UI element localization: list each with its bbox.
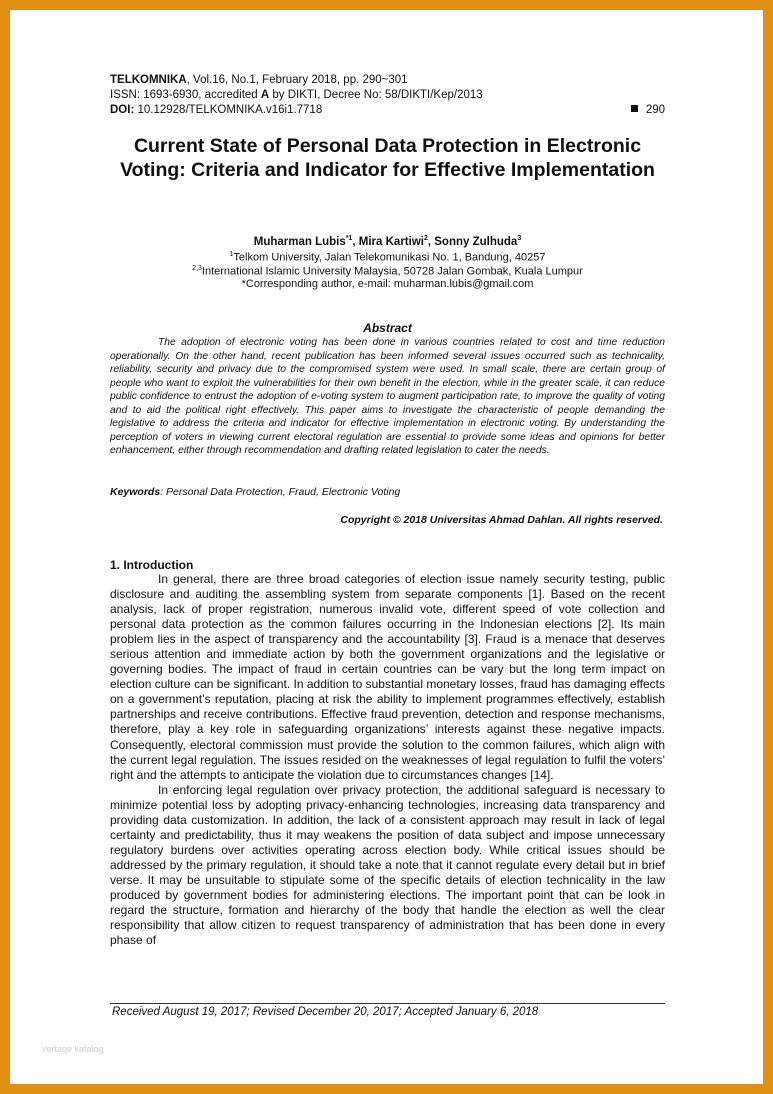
section-body: [110, 572, 665, 948]
author-list: [100, 235, 675, 248]
keywords: [110, 486, 400, 498]
author-3: , Sonny Zulhuda: [427, 235, 518, 248]
doi-line: [110, 103, 665, 118]
author-2: , Mira Kartiwi: [352, 235, 424, 248]
issn: ISSN: 1693-6930, accredited: [110, 89, 261, 101]
abstract-text: The adoption of electronic voting has been done in various countries related to cost and time reduction operationally. On the other hand, recent publication has been informed several issues occurred such as technicality, reliability, security and privacy due to the compromised system were used. In small scale, there are certain group of people who want to exploit the vulnerabilities for their own benefit in the election, while in the greater scale, it can reduce public confidence to entrust the adoption of e-voting system to augment participation rate, to improve the quality of voting and to aid the political right effectively. This paper aims to investigate the characteristic of people demanding the legislative to address the criteria and indicator for effective implementation in electronic voting. By understanding the perception of voters in viewing current electoral regulation are essential to provide some ideas and opinions for better enhancement, either through recommendation and drafting related legislation to cater the needs.: [110, 337, 665, 456]
corresponding-text: *Corresponding author, e-mail: muharman.lubis@gmail.com: [241, 278, 534, 290]
watermark: vertage katalog: [42, 1044, 104, 1054]
affiliation-2: [100, 265, 675, 278]
affiliation-text: Telkom University, Jalan Telekomunikasi No. 1, Bandung, 40257: [233, 251, 546, 264]
author-2-sup: 2: [423, 235, 428, 242]
section-heading: 1. Introduction: [110, 558, 194, 572]
abstract-heading: Abstract: [363, 321, 412, 335]
journal-line: [110, 73, 665, 88]
author-1: Muharman Lubis: [253, 235, 346, 248]
affiliation-sup: 1: [229, 251, 234, 258]
issn-line: [110, 88, 665, 103]
received-dates: Received August 19, 2017; Revised December 20, 2017; Accepted January 6, 2018: [112, 1006, 539, 1018]
paper-title: Current State of Personal Data Protection in Electronic Voting: Criteria and Indicator for Effective Implementation: [120, 135, 655, 181]
doi-label: DOI:: [110, 104, 135, 116]
accreditation-grade: A: [260, 89, 270, 101]
author-3-sup: 3: [517, 235, 522, 242]
affiliation-1: [100, 251, 675, 264]
accreditation-rest: by DIKTI, Decree No: 58/DIKTI/Kep/2013: [269, 89, 483, 101]
page-number: [631, 103, 665, 118]
journal-name: TELKOMNIKA: [110, 74, 187, 86]
corresponding-author: [100, 278, 675, 290]
copyright-notice: Copyright © 2018 Universitas Ahmad Dahlan. All rights reserved.: [340, 514, 663, 526]
affiliation-sup: 2,3: [192, 265, 202, 272]
affiliation-text: International Islamic University Malaysia, 50728 Jalan Gombak, Kuala Lumpur: [201, 265, 583, 278]
page-number-value: 290: [645, 104, 665, 116]
volume-info: , Vol.16, No.1, February 2018, pp. 290~301: [186, 74, 408, 86]
footer-divider: [110, 1003, 665, 1004]
keywords-label: Keywords: [110, 486, 161, 498]
paragraph: In enforcing legal regulation over privacy protection, the additional safeguard is necessary to minimize potential loss by adopting privacy-enhancing technologies, increasing data transparency and providing data customization. In addition, the lack of a consistent approach may result in lack of legal certainty and predictability, thus it may weakens the position of data subject and impose unnecessary regulatory burdens over activities operating across election body. While critical issues should be addressed by the primary regulation, it should take a note that it cannot regulate every detail but in brief verse. It may be unsuitable to stipulate some of the specific details of election technicality in the law produced by government bodies for administering elections. The important point that can be look in regard the structure, formation and hierarchy of the body that handle the election as well the clear responsibility that allow citizen to request transparency of administration that has been done in every phase of: [110, 782, 665, 948]
journal-header: [110, 73, 665, 118]
author-1-sup: *1: [345, 235, 353, 242]
square-bullet-icon: [631, 105, 638, 112]
doi-link[interactable]: 10.12928/TELKOMNIKA.v16i1.7718: [134, 104, 323, 116]
paragraph: In general, there are three broad categories of election issue namely security testing, public disclosure and auditing the assembling system from separate components [1]. Based on the recent analysis, lack of proper registration, numerous invalid vote, different speed of vote collection and personal data protection as the common failures occurring in the Indonesian elections [2]. Its main problem lies in the aspect of transparency and the accountability [3]. Fraud is a menace that deserves serious attention and immediate action by both the government organizations and the legislative or governing bodies. The impact of fraud in certain countries can be vary but the long term impact on election culture can be significant. In addition to substantial monetary losses, fraud has damaging effects on a government’s reputation, placing at risk the ability to implement programmes effectively, establish partnerships and receive contributions. Effective fraud prevention, detection and response mechanisms, therefore, play a key role in safeguarding organizations’ interests against these negative impacts. Consequently, electoral commission must provide the solution to the common failures, which align with the current legal regulation. The issues resided on the weaknesses of legal regulation to fulfil the voters’ right and the attempts to anticipate the violation due to circumstances changes [14].: [110, 572, 665, 782]
keywords-text: : Personal Data Protection, Fraud, Electronic Voting: [160, 486, 401, 498]
